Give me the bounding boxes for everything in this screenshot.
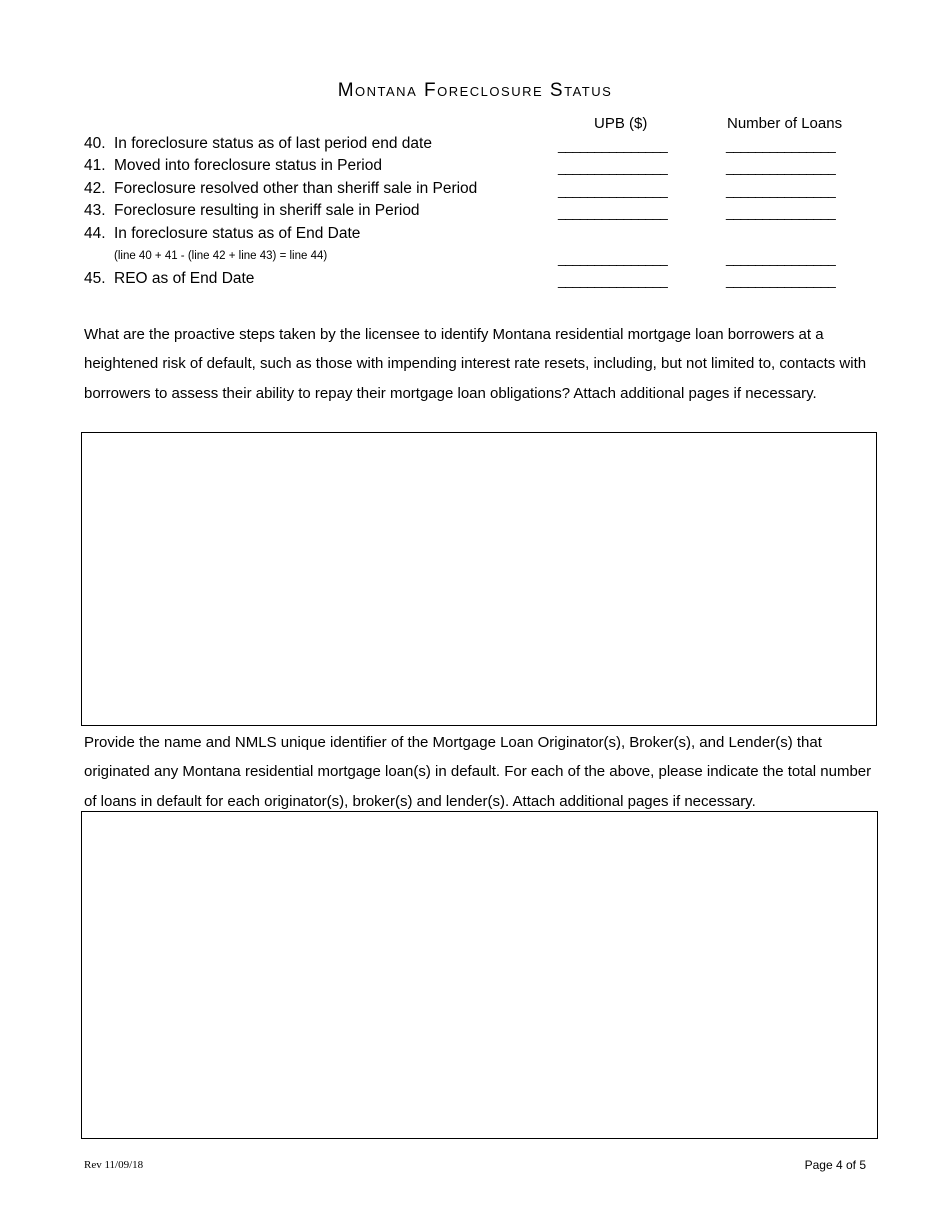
revision-date: Rev 11/09/18: [84, 1159, 144, 1171]
page-number: Page 4 of 5: [804, 1158, 866, 1172]
line-43-loans-field[interactable]: _______________: [726, 204, 836, 220]
line-41: [84, 157, 382, 175]
page-title: Montana Foreclosure Status: [337, 80, 613, 101]
originators-question: Provide the name and NMLS unique identifier of the Mortgage Loan Originator(s), Broker(s), and Lender(s) that originated any Montana residential mortgage loan(s) in default. For each of the above, please indicate the total number of loans in default for each originator(s), broker(s) and lender(s). Attach additional pages if necessary.: [84, 734, 872, 810]
line-42: [84, 180, 477, 198]
line-number: 45.: [84, 270, 106, 287]
line-43-upb-field[interactable]: _______________: [558, 204, 668, 220]
line-44-upb-field[interactable]: _______________: [558, 250, 668, 266]
line-number: 41.: [84, 157, 106, 174]
line-label: In foreclosure status as of last period end date: [114, 135, 432, 152]
line-label: Foreclosure resolved other than sheriff sale in Period: [114, 180, 478, 197]
line-42-loans-field[interactable]: _______________: [726, 182, 836, 198]
line-number: 44.: [84, 225, 106, 242]
line-45: [84, 270, 254, 288]
line-45-loans-field[interactable]: _______________: [726, 272, 836, 288]
line-40-upb-field[interactable]: _______________: [558, 137, 668, 153]
line-label: Foreclosure resulting in sheriff sale in Period: [114, 202, 420, 219]
line-label: In foreclosure status as of End Date: [114, 225, 361, 242]
line-41-upb-field[interactable]: _______________: [558, 159, 668, 175]
line-44-formula: (line 40 + 41 - (line 42 + line 43) = line 44): [114, 250, 328, 262]
line-40: [84, 135, 432, 153]
line-44: [84, 225, 360, 243]
line-number: 43.: [84, 202, 106, 219]
line-number: 40.: [84, 135, 106, 152]
line-number: 42.: [84, 180, 106, 197]
proactive-steps-answer-box[interactable]: [81, 432, 877, 726]
proactive-steps-question: What are the proactive steps taken by the licensee to identify Montana residential mortgage loan borrowers at a heightened risk of default, such as those with impending interest rate resets, including, but not limited to, contacts with borrowers to assess their ability to repay their mortgage loan obligations? Attach additional pages if necessary.: [84, 326, 867, 402]
line-44-loans-field[interactable]: _______________: [726, 250, 836, 266]
line-41-loans-field[interactable]: _______________: [726, 159, 836, 175]
line-label: Moved into foreclosure status in Period: [114, 157, 382, 174]
column-header-number-of-loans: Number of Loans: [727, 115, 843, 132]
originators-answer-box[interactable]: [81, 811, 878, 1139]
line-43: [84, 202, 420, 220]
line-40-loans-field[interactable]: _______________: [726, 137, 836, 153]
column-header-upb: UPB ($): [594, 115, 648, 132]
line-45-upb-field[interactable]: _______________: [558, 272, 668, 288]
line-42-upb-field[interactable]: _______________: [558, 182, 668, 198]
line-label: REO as of End Date: [114, 270, 255, 287]
